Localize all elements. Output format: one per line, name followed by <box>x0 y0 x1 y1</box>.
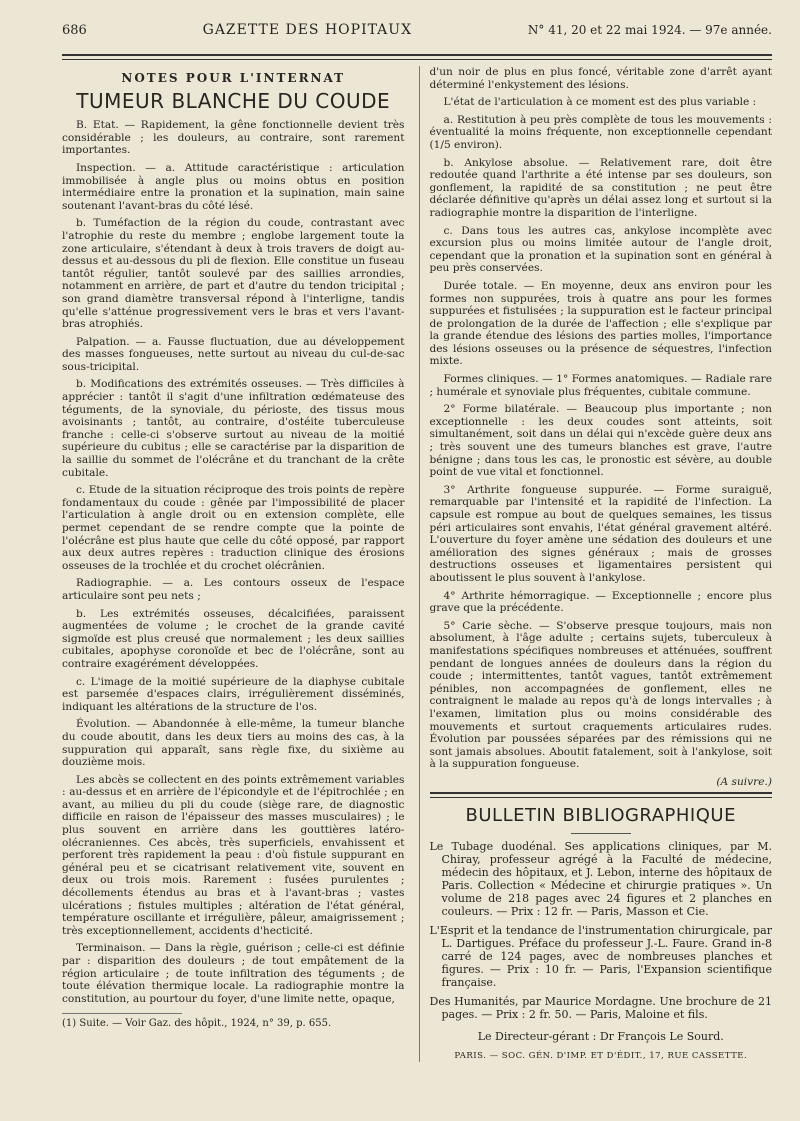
paragraph: 4° Arthrite hémorragique. — Exceptionnelle ; encore plus grave que la précédente. <box>429 589 772 615</box>
paragraph: 2° Forme bilatérale. — Beaucoup plus importante ; non exceptionnelle : les deux coudes sont atteints, soit simultanément, soit dans un délai qui n'excède guère deux ans ; très souvent une des tumeurs blanches est grave, l'autre bénigne ; dans tous les cas, le pronostic est sévère, au double point de vue vital et fonctionnel. <box>429 403 772 479</box>
bulletin-title: BULLETIN BIBLIOGRAPHIQUE <box>465 805 736 827</box>
issue-info: N° 41, 20 et 22 mai 1924. — 97e année. <box>527 23 772 37</box>
footnote: (1) Suite. — Voir Gaz. des hôpit., 1924, n° 39, p. 655. <box>62 1018 332 1030</box>
paragraph: a. Restitution à peu près complète de tous les mouvements : éventualité la moins fréquente, non exceptionnelle cependant (1/5 environ). <box>429 113 772 151</box>
page-header <box>62 22 772 50</box>
paragraph: b. Ankylose absolue. — Relativement rare, doit être redoutée quand l'arthrite a été intense par ses douleurs, son gonflement, la rapidité de sa constitution ; ne peut être déclarée définitive qu'après un délai assez long et surtout si la radiographie montre la disparition de l'interligne. <box>429 156 772 219</box>
right-column <box>419 66 773 1062</box>
columns <box>62 66 772 1062</box>
paragraph: b. Les extrémités osseuses, décalcifiées, paraissent augmentées de volume ; le crochet de la grande cavité sigmoïde est plus creusé que normalement ; les deux saillies cubitales, apophyse coronoïde et bec de l'olécrâne, sont au contraire exagérément développées. <box>62 607 405 670</box>
article-title: TUMEUR BLANCHE DU COUDE <box>76 88 391 113</box>
paragraph: b. Tuméfaction de la région du coude, contrastant avec l'atrophie du reste du membre ; englobe largement toute la zone articulaire, s'étendant à deux à trois travers de doigt au-dessus et au-dessous du pli de flexion. Elle constitue un fuseau tantôt régulier, tantôt soulevé par des saillies arrondies, notamment en arrière, de part et d'autre du tendon tricipital ; son grand diamètre transversal répond à l'interligne, tandis qu'elle s'atténue progressivement vers le bras et vers l'avant-bras atrophiés. <box>62 217 405 331</box>
paragraph: Palpation. — a. Fausse fluctuation, due au développement des masses fongueuses, nette surtout au niveau du cul-de-sac sous-tricipital. <box>62 335 405 373</box>
section-heading: NOTES POUR L'INTERNAT <box>121 71 346 85</box>
paragraph: Les abcès se collectent en des points extrêmement variables : au-dessus et en arrière de l'épicondyle et de l'épitrochlée ; en avant, au milieu du pli du coude (siège rare, de diagnostic difficile en raison de l'épaisseur des masses musculaires) ; le plus souvent en arrière dans les gouttières latéro-olécraniennes. Ces abcès, très superficiels, envahissent et perforent très rapidement la peau : d'où fistule suppurant en général peu et se cicatrisant relativement vite, souvent en deux ou trois mois. Rarement : fusées purulentes ; décollements étendus au bras et à l'avant-bras ; vastes ulcérations ; fistules multiples ; altération de l'état général, température oscillante et irrégulière, pâleur, amaigrissement ; très exceptionnellement, accidents d'hecticité. <box>62 773 405 937</box>
short-rule <box>571 833 631 834</box>
paragraph: Radiographie. — a. Les contours osseux de l'espace articulaire sont peu nets ; <box>62 577 405 602</box>
bib-entry: Le Tubage duodénal. Ses applications cliniques, par M. Chiray, professeur agrégé à la Faculté de médecine, médecin des hôpitaux, et J. Lebon, interne des hôpitaux de Paris. Collection « Médecine et chirurgie pratiques ». Un volume de 218 pages avec 24 figures et 2 planches en couleurs. — Prix : 12 fr. — Paris, Masson et Cie. <box>429 840 772 919</box>
paragraph: L'état de l'articulation à ce moment est des plus variable : <box>443 96 757 109</box>
bib-entry: L'Esprit et la tendance de l'instrumentation chirurgicale, par L. Dartigues. Préface du professeur J.-L. Faure. Grand in-8 carré de 124 pages, avec de nombreuses planches et figures. — Prix : 10 fr. — Paris, l'Expansion scientifique française. <box>429 924 772 990</box>
footnote-rule <box>62 1013 182 1014</box>
paragraph: b. Modifications des extrémités osseuses. — Très difficiles à apprécier : tantôt il s'agit d'une infiltration œdémateuse des téguments, de la synoviale, du périoste, des tissus mous avoisinants ; tantôt, au contraire, d'ostéite tuberculeuse franche : celle-ci s'observe surtout au niveau de la moitié supérieure du cubitus ; elle se caractérise par la disparition de la saillie du sommet de l'olécrâne et du tranchant de la crête cubitale. <box>62 378 405 479</box>
page-number: 686 <box>62 23 87 38</box>
paragraph: c. Dans tous les autres cas, ankylose incomplète avec excursion plus ou moins limitée autour de l'angle droit, cependant que la pronation et la supination sont en général à peu près conservées. <box>429 224 772 275</box>
director-line: Le Directeur-gérant : Dr François Le Sourd. <box>477 1030 724 1044</box>
paragraph: d'un noir de plus en plus foncé, véritable zone d'arrêt ayant déterminé l'enkystement des lésions. <box>429 66 772 91</box>
paragraph: c. L'image de la moitié supérieure de la diaphyse cubitale est parsemée d'espaces clairs, irrégulièrement disséminés, indiquant les altérations de la structure de l'os. <box>62 675 405 713</box>
printer-line: PARIS. — SOC. GÉN. D'IMP. ET D'ÉDIT., 17, RUE CASSETTE. <box>454 1050 748 1061</box>
paragraph: Formes cliniques. — 1° Formes anatomiques. — Radiale rare ; humérale et synoviale plus fréquentes, cubitale commune. <box>429 373 772 398</box>
paragraph: 3° Arthrite fongueuse suppurée. — Forme suraiguë, remarquable par l'intensité et la rapidité de l'infection. La capsule est rompue au bout de quelques semaines, les tissus péri articulaires sont envahis, l'état général gravement altéré. L'ouverture du foyer amène une sédation des douleurs et une amélioration des signes généraux ; mais de grosses destructions osseuses et ligamentaires persistent qui aboutissent le plus souvent à l'ankylose. <box>429 483 772 584</box>
bib-entry: Des Humanités, par Maurice Mordagne. Une brochure de 21 pages. — Prix : 2 fr. 50. — Paris, Maloine et fils. <box>429 995 772 1022</box>
paragraph: Évolution. — Abandonnée à elle-même, la tumeur blanche du coude aboutit, dans les deux tiers au moins des cas, à la suppuration qui apparaît, sans règle fixe, du sixième au douzième mois. <box>62 718 405 769</box>
paragraph: c. Etude de la situation réciproque des trois points de repère fondamentaux du coude : gênée par l'impossibilité de placer l'articulation à angle droit ou en extension complète, elle permet cependant de se rendre compte que la pointe de l'olécrâne est plus haute que celle du côté opposé, par rapport aux deux autres repères : traduction clinique des érosions osseuses de la trochlée et du crochet olécrânien. <box>62 484 405 572</box>
paragraph: B. Etat. — Rapidement, la gêne fonctionnelle devient très considérable ; les douleurs, au contraire, sont rarement importantes. <box>62 119 405 157</box>
paragraph: Inspection. — a. Attitude caractéristique : articulation immobilisée à angle plus ou moins obtus en position intermédiaire entre la pronation et la supination, main saine soutenant l'avant-bras du côté lésé. <box>62 161 405 212</box>
a-suivre: (A suivre.) <box>716 775 772 788</box>
journal-title: GAZETTE DES HOPITAUX <box>202 22 413 38</box>
paragraph: Durée totale. — En moyenne, deux ans environ pour les formes non suppurées, trois à quatre ans pour les formes suppurées et fistulisées ; la suppuration est le facteur principal de prolongation de la durée de l'affection ; elle s'explique par la grande étendue des lésions des parties molles, l'importance des lésions osseuses ou la présence de séquestres, l'infection mixte. <box>429 279 772 368</box>
paragraph: 5° Carie sèche. — S'observe presque toujours, mais non absolument, à l'âge adulte ; certains sujets, tuberculeux à manifestations spécifiques nombreuses et atténuées, souffrent pendant de longues années de douleurs dans la région du coude ; intermittentes, tantôt vagues, tantôt extrêmement pénibles, non accompagnées de gonflement, elles ne contraignent le malade au repos qu'à de longs intervalles ; à l'examen, limitation plus ou moins considérable des mouvements et surtout craquements articulaires rudes. Évolution par poussées séparées par des rémissions qui ne sont jamais absolues. Aboutit fatalement, soit à l'ankylose, soit à la suppuration fongueuse. <box>429 619 772 771</box>
left-column <box>62 66 405 1062</box>
section-rule <box>430 792 773 798</box>
paragraph: Terminaison. — Dans la règle, guérison ; celle-ci est définie par : disparition des douleurs ; de tout empâtement de la région articulaire ; de toute infiltration des téguments ; de toute élévation thermique locale. La radiographie montre la constitution, au pourtour du foyer, d'une limite nette, opaque, <box>62 942 405 1005</box>
header-rule <box>62 54 772 60</box>
